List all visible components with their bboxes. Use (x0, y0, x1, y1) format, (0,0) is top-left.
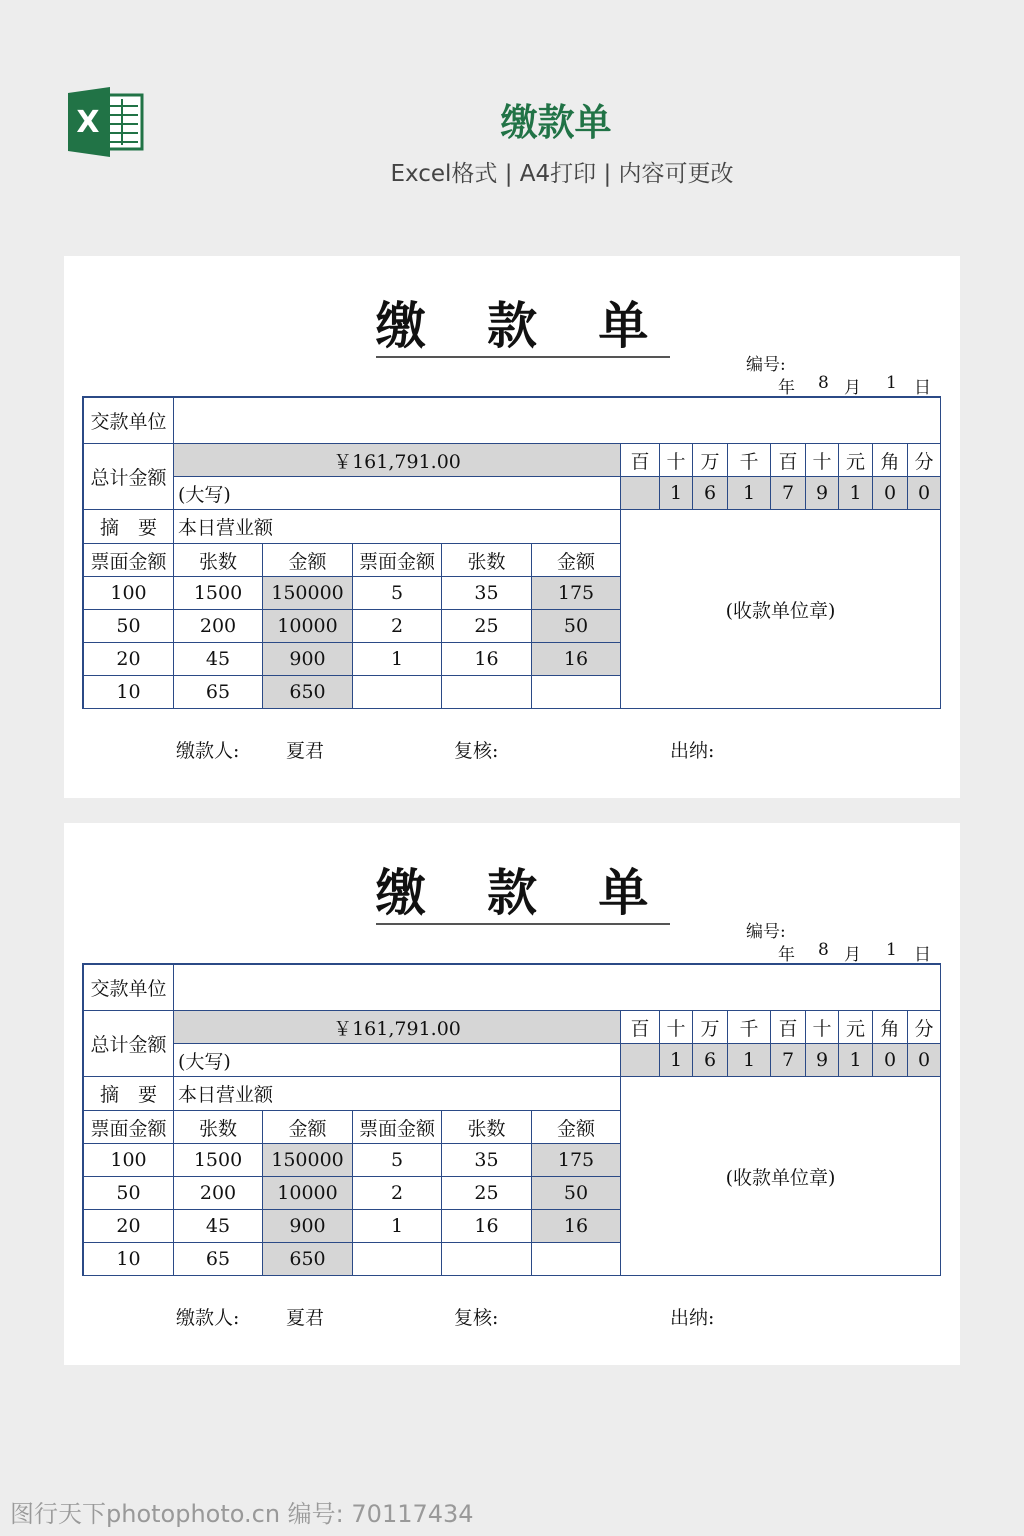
reviewer-label: 复核: (454, 1307, 499, 1329)
table-cell: 100 (84, 577, 174, 610)
payer-unit-field[interactable] (174, 398, 941, 444)
digit-header: 十 (660, 1011, 693, 1044)
payer-name: 夏君 (286, 1307, 325, 1329)
table-cell: 65 (174, 676, 263, 709)
digit-value: 0 (908, 1044, 941, 1077)
watermark: 图行天下photophoto.cn 编号: 70117434 (10, 1500, 474, 1528)
table-cell: 1500 (174, 1144, 263, 1177)
table-cell: 25 (442, 1177, 532, 1210)
serial-label: 编号: (746, 355, 786, 375)
date-month-label: 月 (844, 378, 861, 398)
column-header: 票面金额 (84, 544, 174, 577)
table-cell (532, 1243, 621, 1276)
payer-name: 夏君 (286, 740, 325, 762)
column-header: 票面金额 (84, 1111, 174, 1144)
column-header: 张数 (174, 1111, 263, 1144)
table-cell (532, 676, 621, 709)
summary-value: 本日营业额 (174, 1077, 621, 1111)
digit-value: 7 (771, 1044, 806, 1077)
date-month-label: 月 (844, 945, 861, 965)
total-capital-label: (大写) (174, 477, 621, 510)
table-cell (353, 676, 442, 709)
summary-label: 摘 要 (84, 510, 174, 544)
digit-header: 百 (621, 1011, 660, 1044)
payment-table (82, 963, 941, 1276)
date-day-label: 日 (914, 945, 931, 965)
digit-value: 1 (728, 477, 771, 510)
table-cell: 5 (353, 1144, 442, 1177)
digit-value: 9 (806, 1044, 839, 1077)
table-cell: 50 (532, 610, 621, 643)
table-cell: 20 (84, 643, 174, 676)
total-label: 总计金额 (84, 1011, 174, 1077)
payer-label: 缴款人: (176, 740, 240, 762)
payer-label: 缴款人: (176, 1307, 240, 1329)
table-cell: 900 (263, 1210, 353, 1243)
digit-header: 万 (693, 444, 728, 477)
digit-value: 1 (660, 477, 693, 510)
table-cell: 50 (84, 610, 174, 643)
digit-value: 0 (873, 1044, 908, 1077)
table-cell: 2 (353, 1177, 442, 1210)
column-header: 张数 (442, 1111, 532, 1144)
digit-value: 0 (873, 477, 908, 510)
table-cell: 10000 (263, 610, 353, 643)
digit-value: 6 (693, 1044, 728, 1077)
table-cell: 10 (84, 1243, 174, 1276)
summary-label: 摘 要 (84, 1077, 174, 1111)
table-cell: 175 (532, 1144, 621, 1177)
table-cell: 200 (174, 1177, 263, 1210)
page-subtitle: Excel格式 | A4打印 | 内容可更改 (390, 161, 734, 187)
table-cell: 2 (353, 610, 442, 643)
table-cell: 45 (174, 643, 263, 676)
digit-value: 7 (771, 477, 806, 510)
serial-label: 编号: (746, 922, 786, 942)
table-cell: 10 (84, 676, 174, 709)
table-cell: 200 (174, 610, 263, 643)
table-cell: 50 (532, 1177, 621, 1210)
digit-header: 十 (806, 444, 839, 477)
total-label: 总计金额 (84, 444, 174, 510)
digit-value: 6 (693, 477, 728, 510)
page-title: 缴款单 (500, 101, 612, 144)
digit-header: 分 (908, 444, 941, 477)
digit-header: 分 (908, 1011, 941, 1044)
digit-header: 角 (873, 1011, 908, 1044)
cashier-label: 出纳: (670, 1307, 715, 1329)
table-cell: 100 (84, 1144, 174, 1177)
table-cell: 150000 (263, 577, 353, 610)
table-cell: 45 (174, 1210, 263, 1243)
table-cell: 650 (263, 676, 353, 709)
svg-text:X: X (76, 105, 100, 140)
table-cell: 1 (353, 643, 442, 676)
digit-header: 万 (693, 1011, 728, 1044)
digit-value: 1 (839, 1044, 873, 1077)
date-year-label: 年 (778, 945, 795, 965)
form-sheet-2 (64, 823, 960, 1365)
payer-unit-label: 交款单位 (84, 398, 174, 444)
column-header: 票面金额 (353, 544, 442, 577)
table-cell: 10000 (263, 1177, 353, 1210)
form-sheet-1 (64, 256, 960, 798)
total-capital-label: (大写) (174, 1044, 621, 1077)
table-cell: 650 (263, 1243, 353, 1276)
table-cell: 1 (353, 1210, 442, 1243)
summary-value: 本日营业额 (174, 510, 621, 544)
table-cell: 5 (353, 577, 442, 610)
digit-header: 元 (839, 1011, 873, 1044)
digit-header: 十 (806, 1011, 839, 1044)
digit-value (621, 477, 660, 510)
table-cell: 175 (532, 577, 621, 610)
total-amount: ￥161,791.00 (174, 444, 621, 477)
form-title: 缴 款 单 (64, 286, 960, 358)
digit-header: 百 (771, 444, 806, 477)
digit-value: 1 (660, 1044, 693, 1077)
digit-header: 千 (728, 1011, 771, 1044)
column-header: 金额 (532, 544, 621, 577)
digit-header: 元 (839, 444, 873, 477)
date-day-label: 日 (914, 378, 931, 398)
digit-value: 1 (839, 477, 873, 510)
digit-header: 百 (621, 444, 660, 477)
table-cell: 16 (532, 643, 621, 676)
table-cell: 16 (442, 643, 532, 676)
payer-unit-field[interactable] (174, 965, 941, 1011)
digit-value: 9 (806, 477, 839, 510)
payer-unit-label: 交款单位 (84, 965, 174, 1011)
table-cell: 35 (442, 1144, 532, 1177)
column-header: 张数 (174, 544, 263, 577)
table-cell: 35 (442, 577, 532, 610)
column-header: 金额 (263, 1111, 353, 1144)
column-header: 票面金额 (353, 1111, 442, 1144)
table-cell: 1500 (174, 577, 263, 610)
date-month: 8 (818, 940, 829, 960)
column-header: 金额 (532, 1111, 621, 1144)
table-cell: 65 (174, 1243, 263, 1276)
reviewer-label: 复核: (454, 740, 499, 762)
digit-value (621, 1044, 660, 1077)
date-year-label: 年 (778, 378, 795, 398)
digit-value: 0 (908, 477, 941, 510)
table-cell: 16 (442, 1210, 532, 1243)
table-cell (442, 1243, 532, 1276)
total-amount: ￥161,791.00 (174, 1011, 621, 1044)
stamp-area: (收款单位章) (621, 1077, 941, 1276)
table-cell: 16 (532, 1210, 621, 1243)
digit-header: 百 (771, 1011, 806, 1044)
date-day: 1 (886, 940, 897, 960)
table-cell: 900 (263, 643, 353, 676)
date-month: 8 (818, 373, 829, 393)
table-cell (442, 676, 532, 709)
cashier-label: 出纳: (670, 740, 715, 762)
digit-header: 十 (660, 444, 693, 477)
date-day: 1 (886, 373, 897, 393)
form-title: 缴 款 单 (64, 853, 960, 925)
table-cell (353, 1243, 442, 1276)
table-cell: 50 (84, 1177, 174, 1210)
column-header: 金额 (263, 544, 353, 577)
payment-table (82, 396, 941, 709)
digit-header: 角 (873, 444, 908, 477)
stamp-area: (收款单位章) (621, 510, 941, 709)
table-cell: 20 (84, 1210, 174, 1243)
column-header: 张数 (442, 544, 532, 577)
table-cell: 150000 (263, 1144, 353, 1177)
table-cell: 25 (442, 610, 532, 643)
digit-value: 1 (728, 1044, 771, 1077)
digit-header: 千 (728, 444, 771, 477)
